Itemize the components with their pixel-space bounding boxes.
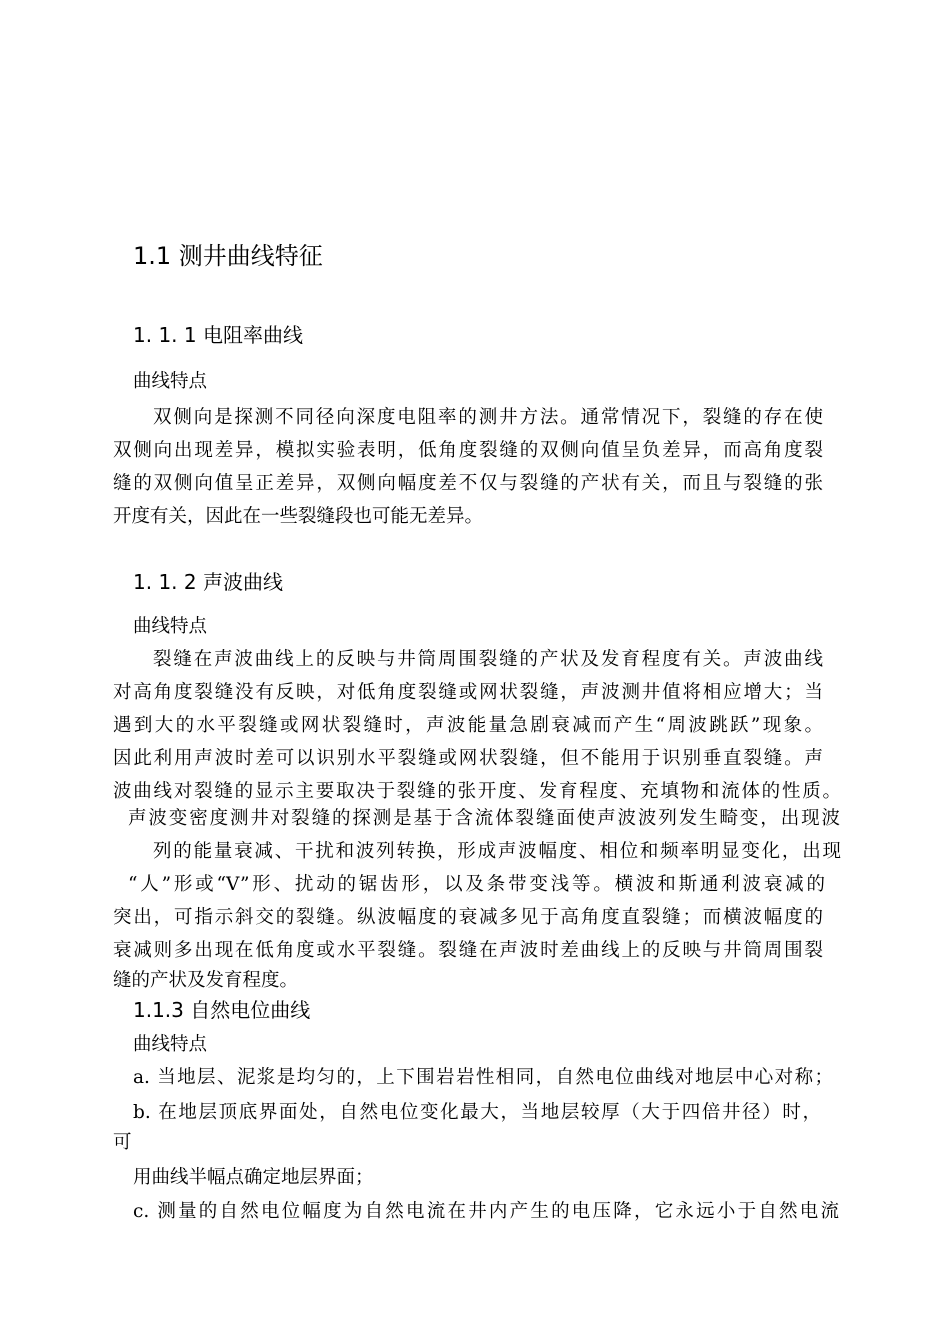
text-line: 对高角度裂缝没有反映，对低角度裂缝或网状裂缝，声波测井值将相应增大；当 xyxy=(113,682,823,703)
subheading-resistivity-features: 曲线特点 xyxy=(133,371,208,392)
list-item: a. 当地层、泥浆是均匀的，上下围岩岩性相同，自然电位曲线对地层中心对称； xyxy=(133,1067,833,1088)
text-line: 衰减则多出现在低角度或水平裂缝。裂缝在声波时差曲线上的反映与井筒周围裂 xyxy=(113,940,823,961)
subheading-acoustic-features: 曲线特点 xyxy=(133,616,208,637)
subsection-heading-sp: 1.1.3 自然电位曲线 xyxy=(133,998,311,1022)
text-line: “人”形或“V”形、扰动的锯齿形，以及条带变浅等。横波和斯通利波衰减的 xyxy=(128,874,825,895)
text-line: 突出，可指示斜交的裂缝。纵波幅度的衰减多见于高角度直裂缝；而横波幅度的 xyxy=(113,907,823,928)
text-line: 遇到大的水平裂缝或网状裂缝时，声波能量急剧衰减而产生“周波跳跃”现象。 xyxy=(113,715,823,736)
list-item: c. 测量的自然电位幅度为自然电流在井内产生的电压降，它永远小于自然电流 xyxy=(133,1201,839,1222)
subheading-sp-features: 曲线特点 xyxy=(133,1034,208,1055)
text-line: 开度有关，因此在一些裂缝段也可能无差异。 xyxy=(113,506,484,527)
text-line: 列的能量衰减、干扰和波列转换，形成声波幅度、相位和频率明显变化，出现 xyxy=(153,841,841,862)
text-line: 缝的产状及发育程度。 xyxy=(113,970,299,991)
subsection-heading-resistivity: 1. 1. 1 电阻率曲线 xyxy=(133,323,303,347)
subsection-heading-acoustic: 1. 1. 2 声波曲线 xyxy=(133,570,283,594)
list-item: b. 在地层顶底界面处，自然电位变化最大，当地层较厚（大于四倍井径）时， xyxy=(133,1102,821,1123)
text-line: 波曲线对裂缝的显示主要取决于裂缝的张开度、发育程度、充填物和流体的性质。 xyxy=(113,781,841,802)
list-item-continuation: 用曲线半幅点确定地层界面； xyxy=(133,1167,374,1188)
text-line: 裂缝在声波曲线上的反映与井筒周围裂缝的产状及发育程度有关。声波曲线 xyxy=(153,649,823,670)
list-item-wrap: 可 xyxy=(113,1132,132,1153)
section-title: 1.1 测井曲线特征 xyxy=(133,242,323,270)
text-line: 双侧向是探测不同径向深度电阻率的测井方法。通常情况下，裂缝的存在使 xyxy=(153,407,823,428)
text-line: 缝的双侧向值呈正差异，双侧向幅度差不仅与裂缝的产状有关，而且与裂缝的张 xyxy=(113,473,823,494)
text-line: 双侧向出现差异，模拟实验表明，低角度裂缝的双侧向值呈负差异，而高角度裂 xyxy=(113,440,823,461)
text-line: 因此利用声波时差可以识别水平裂缝或网状裂缝，但不能用于识别垂直裂缝。声 xyxy=(113,748,823,769)
text-line: 声波变密度测井对裂缝的探测是基于含流体裂缝面使声波波列发生畸变，出现波 xyxy=(128,808,840,829)
